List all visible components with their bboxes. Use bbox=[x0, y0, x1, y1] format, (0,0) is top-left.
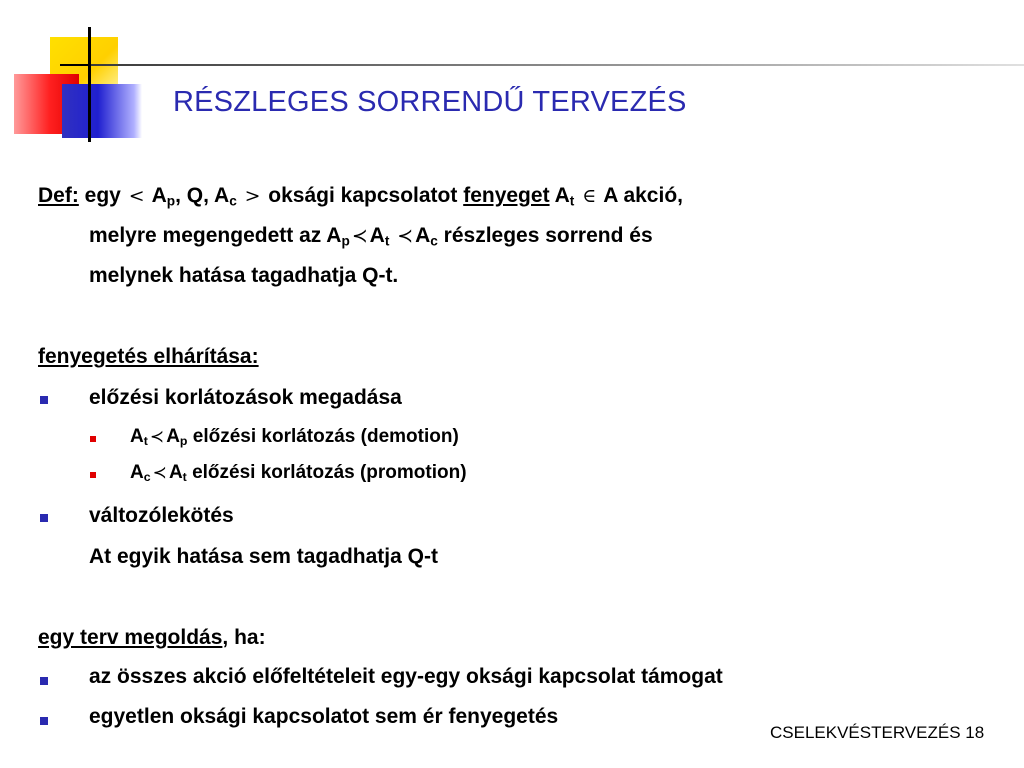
sub-bullet-square bbox=[90, 436, 96, 442]
list-item: egyetlen oksági kapcsolatot sem ér fenyegetés bbox=[89, 705, 559, 728]
sub-bullet-square bbox=[90, 472, 96, 478]
list-item: változólekötés bbox=[89, 504, 234, 527]
sub-list-item-demotion: $A_t$ ≺ $A_p$ előzési korlátozás (demotion) bbox=[130, 426, 459, 449]
threat-term: fenyeget bbox=[463, 184, 550, 207]
bullet-square bbox=[40, 677, 48, 685]
slide-footer: CSELEKVÉSTERVEZÉS 18 bbox=[770, 723, 985, 742]
bullet-square bbox=[40, 396, 48, 404]
definition-line-2: melyre megengedett az $A_p$ $≺A_t$ $≺A_c$ részleges sorrend és bbox=[89, 224, 653, 249]
bullet-square bbox=[40, 717, 48, 725]
definition-line-3: melynek hatása tagadhatja Q-t. bbox=[89, 264, 399, 287]
definition-line-1: Def: egy < $A_p$, Q, $A_c$ > oksági kapcsolatot fenyeget $A_t$ ∈ A akció, bbox=[38, 184, 683, 209]
threat-resolution-heading: fenyegetés elhárítása: bbox=[38, 345, 259, 368]
definition-label: Def: bbox=[38, 184, 79, 207]
list-item-continuation: At egyik hatása sem tagadhatja Q-t bbox=[89, 545, 438, 568]
sub-list-item-promotion: $A_c$ ≺ $A_t$ előzési korlátozás (promotion) bbox=[130, 462, 467, 485]
solution-heading: egy terv megoldás, ha: bbox=[38, 626, 266, 649]
bullet-square bbox=[40, 514, 48, 522]
list-item: előzési korlátozások megadása bbox=[89, 386, 402, 409]
list-item: az összes akció előfeltételeit egy-egy oksági kapcsolat támogat bbox=[89, 665, 723, 688]
slide-title: RÉSZLEGES SORRENDŰ TERVEZÉS bbox=[173, 86, 687, 118]
